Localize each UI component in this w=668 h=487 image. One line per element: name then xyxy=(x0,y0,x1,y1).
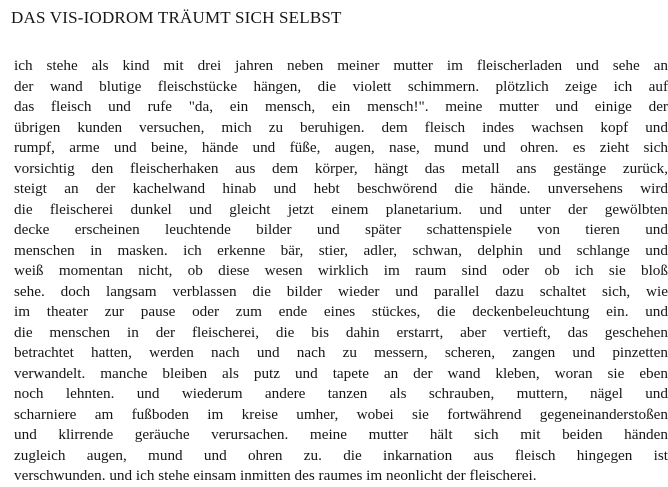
body-text xyxy=(14,56,668,487)
text-line: vorsichtig den fleischerhaken aus dem körper, hängt das metall ans gestänge zurück, xyxy=(14,159,668,177)
text-line: zugleich augen, mund und ohren zu. die inkarnation aus fleisch hingegen ist xyxy=(14,446,668,464)
text-line: verwandelt. manche bleiben als putz und tapete an der wand kleben, woran sie eben xyxy=(14,364,668,382)
text-line: scharniere am fußboden im kreise umher, wobei sie fortwährend gegeneinanderstoßen xyxy=(14,405,668,423)
text-line: rumpf, arme und beine, hände und füße, augen, nase, mund und ohren. es zieht sich xyxy=(14,139,668,156)
text-line: ich stehe als kind mit drei jahren neben meiner mutter im fleischerladen und sehe an xyxy=(14,57,668,74)
text-line: das fleisch und rufe "da, ein mensch, ein mensch!". meine mutter und einige der xyxy=(14,98,668,115)
text-line: betrachtet hatten, werden nach und nach zu messern, scheren, zangen und pinzetten xyxy=(14,344,668,361)
text-line: verschwunden. und ich stehe einsam inmitten des raumes im neonlicht der fleischerei. xyxy=(14,467,537,484)
text-line: noch lehnten. und wiederum andere tanzen als schrauben, muttern, nägel und xyxy=(14,385,668,402)
text-line: der wand blutige fleischstücke hängen, die violett schimmern. plötzlich zeige ich auf xyxy=(14,77,668,95)
text-line: steigt an der kachelwand hinab und hebt beschwörend die hände. unversehens wird xyxy=(14,180,668,197)
text-line: decke erscheinen leuchtende bilder und später schattenspiele von tieren und xyxy=(14,221,668,238)
text-line: die fleischerei dunkel und gleicht jetzt einem planetarium. und unter der gewölbten xyxy=(14,200,668,218)
text-line: übrigen kunden versuchen, mich zu beruhigen. dem fleisch indes wachsen kopf und xyxy=(14,118,668,136)
text-line: die menschen in der fleischerei, die bis dahin erstarrt, aber vertieft, das geschehen xyxy=(14,323,668,341)
text-line: weiß momentan nicht, ob diese wesen wirklich im raum sind oder ob ich sie bloß xyxy=(14,262,668,279)
text-line: im theater zur pause oder zum ende eines stückes, die deckenbeleuchtung ein. und xyxy=(14,303,668,320)
text-line: und klirrende geräuche verursachen. meine mutter hält sich mit beiden händen xyxy=(14,426,668,443)
text-line: sehe. doch langsam verblassen die bilder wieder und parallel dazu schaltet sich, wie xyxy=(14,282,668,300)
document-title: DAS VIS-IODROM TRÄUMT SICH SELBST xyxy=(11,8,342,27)
text-line: menschen in masken. ich erkenne bär, stier, adler, schwan, delphin und schlange und xyxy=(14,241,668,259)
